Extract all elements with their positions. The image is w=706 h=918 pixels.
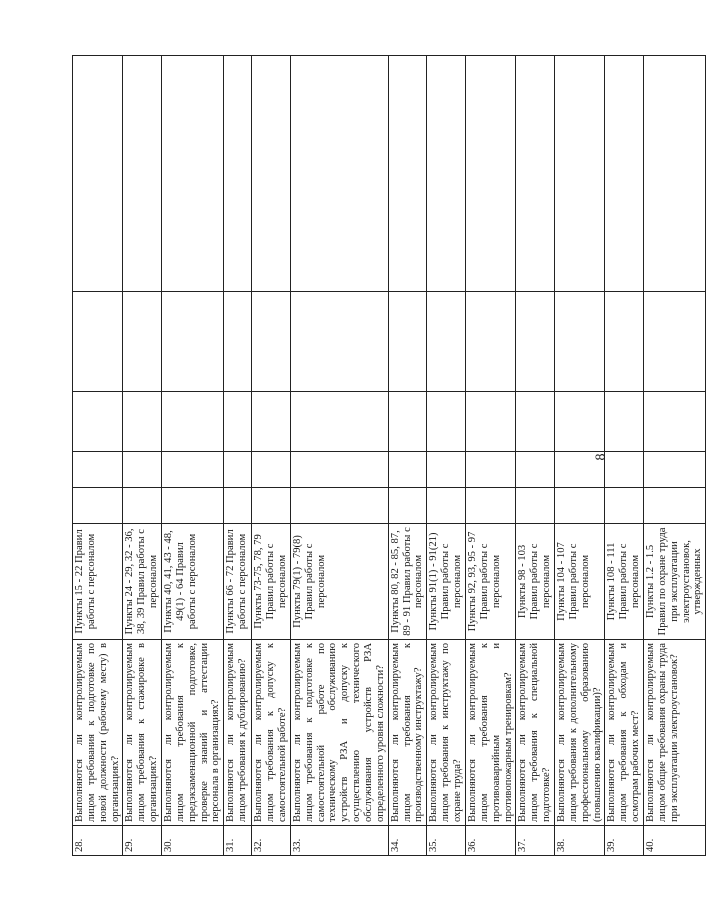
row-empty-cell <box>73 392 123 452</box>
row-empty-cell <box>427 392 466 452</box>
row-question: Выполняются ли контролируемым лицом требования к допуску к самостоятельной работе? <box>252 640 291 826</box>
row-number: 30. <box>162 826 224 856</box>
row-empty-cell <box>252 292 291 392</box>
row-empty-cell <box>427 488 466 524</box>
row-empty-cell <box>290 452 388 488</box>
row-empty-cell <box>516 292 555 392</box>
row-empty-cell <box>290 392 388 452</box>
row-empty-cell <box>643 452 705 488</box>
row-number: 31. <box>224 826 252 856</box>
row-empty-cell <box>516 392 555 452</box>
row-empty-cell <box>465 292 515 392</box>
row-empty-cell <box>162 488 224 524</box>
row-empty-cell <box>123 292 162 392</box>
row-empty-cell <box>465 56 515 292</box>
row-empty-cell <box>252 452 291 488</box>
row-reference: Пункты 108 - 111 Правил работы с персоналом <box>605 524 644 640</box>
row-number: 34. <box>388 826 427 856</box>
row-empty-cell <box>465 392 515 452</box>
row-number: 35. <box>427 826 466 856</box>
row-question: Выполняются ли контролируемым лицом требования к дублированию? <box>224 640 252 826</box>
row-reference: Пункты 80, 82 - 85, 87, 89 - 91 Правил работы с персоналом <box>388 524 427 640</box>
row-empty-cell <box>290 56 388 292</box>
row-empty-cell <box>605 292 644 392</box>
checklist-table <box>72 55 706 856</box>
row-empty-cell <box>516 452 555 488</box>
table-row <box>427 56 466 856</box>
row-empty-cell <box>516 488 555 524</box>
row-question: Выполняются ли контролируемым лицом требования к стажировке в организациях? <box>123 640 162 826</box>
row-question: Выполняются ли контролируемым лицом требования к обходам и осмотрам рабочих мест? <box>605 640 644 826</box>
row-empty-cell <box>554 56 604 292</box>
row-question: Выполняются ли контролируемым лицом требования к дополнительному профессиональному образованию (повышению квалификации)? <box>554 640 604 826</box>
row-empty-cell <box>123 488 162 524</box>
row-empty-cell <box>224 292 252 392</box>
row-question: Выполняются ли контролируемым лицом требования к противоаварийным и противопожарным тренировкам? <box>465 640 515 826</box>
row-empty-cell <box>554 488 604 524</box>
row-empty-cell <box>73 292 123 392</box>
row-empty-cell <box>643 392 705 452</box>
row-number: 38. <box>554 826 604 856</box>
row-empty-cell <box>605 488 644 524</box>
row-reference: Пункты 73-75, 78, 79 Правил работы с персоналом <box>252 524 291 640</box>
row-number: 36. <box>465 826 515 856</box>
table-row <box>224 56 252 856</box>
row-empty-cell <box>73 452 123 488</box>
table-landscape <box>72 56 704 856</box>
row-empty-cell <box>554 292 604 392</box>
row-empty-cell <box>224 488 252 524</box>
row-reference: Пункты 91(1) - 91(21) Правил работы с персоналом <box>427 524 466 640</box>
row-empty-cell <box>516 56 555 292</box>
row-empty-cell <box>427 56 466 292</box>
row-number: 39. <box>605 826 644 856</box>
table-row <box>554 56 604 856</box>
row-empty-cell <box>162 56 224 292</box>
row-reference: Пункты 79(1) - 79(8) Правил работы с персоналом <box>290 524 388 640</box>
table-row <box>290 56 388 856</box>
table-row <box>123 56 162 856</box>
table-row <box>643 56 705 856</box>
row-reference: Пункты 92, 93, 95 - 97 Правил работы с персоналом <box>465 524 515 640</box>
row-empty-cell <box>427 292 466 392</box>
row-empty-cell <box>388 292 427 392</box>
row-empty-cell <box>605 392 644 452</box>
row-question: Выполняются ли контролируемым лицом требования к производственному инструктажу? <box>388 640 427 826</box>
table-row <box>516 56 555 856</box>
row-empty-cell <box>73 56 123 292</box>
row-question: Выполняются ли контролируемым лицом требования к инструктажу по охране труда? <box>427 640 466 826</box>
row-reference: Пункты 1.2 - 1.5 Правил по охране труда при эксплуатации электроустановок, утвержденных <box>643 524 705 640</box>
row-reference: Пункты 40, 41, 43 - 48, 49(1) - 64 Правил работы с персоналом <box>162 524 224 640</box>
row-empty-cell <box>123 452 162 488</box>
row-empty-cell <box>605 452 644 488</box>
row-question: Выполняются ли контролируемым лицом требования к специальной подготовке? <box>516 640 555 826</box>
row-reference: Пункты 98 - 103 Правил работы с персоналом <box>516 524 555 640</box>
row-empty-cell <box>388 56 427 292</box>
row-empty-cell <box>290 292 388 392</box>
row-empty-cell <box>388 452 427 488</box>
row-empty-cell <box>643 292 705 392</box>
row-reference: Пункты 15 - 22 Правил работы с персоналом <box>73 524 123 640</box>
table-row <box>605 56 644 856</box>
table-body <box>73 56 706 856</box>
row-empty-cell <box>224 392 252 452</box>
table-row <box>252 56 291 856</box>
row-empty-cell <box>388 488 427 524</box>
table-rotated-wrapper <box>72 56 704 856</box>
row-empty-cell <box>554 452 604 488</box>
row-empty-cell <box>643 488 705 524</box>
row-empty-cell <box>554 392 604 452</box>
row-question: Выполняются ли контролируемым лицом требования к подготовке к самостоятельной работе по техническому обслуживанию устройств РЗА и допуску к осуществлению технического обслуживания устройств РЗА определенного уровня сложности? <box>290 640 388 826</box>
row-question: Выполняются ли контролируемым лицом требования к предэкзаменационной подготовке, проверке знаний и аттестации персонала в организациях? <box>162 640 224 826</box>
row-empty-cell <box>162 392 224 452</box>
row-number: 29. <box>123 826 162 856</box>
row-number: 32. <box>252 826 291 856</box>
row-reference: Пункты 24 - 29, 32 - 36, 38, 39 Правил работы с персоналом <box>123 524 162 640</box>
row-empty-cell <box>123 392 162 452</box>
row-reference: Пункты 104 - 107 Правил работы с персоналом <box>554 524 604 640</box>
row-empty-cell <box>224 56 252 292</box>
row-empty-cell <box>123 56 162 292</box>
row-question: Выполняются ли контролируемым лицом общие требования охраны труда при эксплуатации электроустановок? <box>643 640 705 826</box>
row-empty-cell <box>252 488 291 524</box>
row-empty-cell <box>73 488 123 524</box>
row-empty-cell <box>605 56 644 292</box>
table-row <box>73 56 123 856</box>
table-row <box>162 56 224 856</box>
row-question: Выполняются ли контролируемым лицом требования к подготовке по новой должности (рабочему месту) в организациях? <box>73 640 123 826</box>
row-empty-cell <box>388 392 427 452</box>
row-empty-cell <box>252 56 291 292</box>
row-empty-cell <box>224 452 252 488</box>
row-empty-cell <box>162 292 224 392</box>
row-reference: Пункты 66 - 72 Правил работы с персоналом <box>224 524 252 640</box>
row-empty-cell <box>465 488 515 524</box>
table-row <box>465 56 515 856</box>
table-row <box>388 56 427 856</box>
row-empty-cell <box>252 392 291 452</box>
row-empty-cell <box>290 488 388 524</box>
row-empty-cell <box>643 56 705 292</box>
row-number: 37. <box>516 826 555 856</box>
row-empty-cell <box>427 452 466 488</box>
row-number: 33. <box>290 826 388 856</box>
row-empty-cell <box>162 452 224 488</box>
row-number: 40. <box>643 826 705 856</box>
row-empty-cell <box>465 452 515 488</box>
row-number: 28. <box>73 826 123 856</box>
page-number: 8 <box>593 453 609 461</box>
